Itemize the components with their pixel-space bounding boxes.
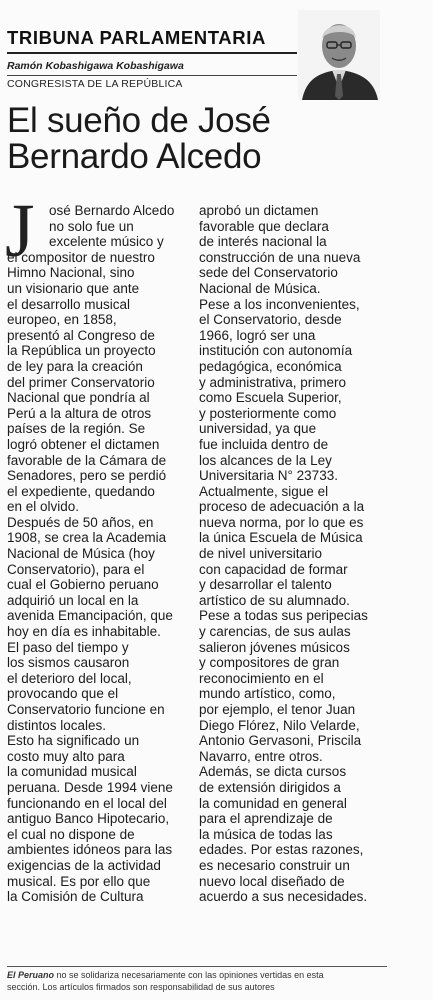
text-line: Universitaria N° 23733. [199, 468, 338, 484]
text-line: y carencias, de sus aulas [199, 624, 351, 640]
header-divider [7, 75, 297, 76]
text-line: nueva norma, por lo que es [199, 514, 364, 530]
text-line: pedagógica, económica [199, 358, 342, 374]
text-line: Nacional que pondría al [7, 390, 150, 406]
text-line: los sismos causaron [7, 655, 130, 671]
text-line: salieron jóvenes músicos [199, 639, 350, 655]
text-line: y administrativa, primero [199, 374, 347, 390]
text-line: el desarrollo musical [7, 296, 131, 312]
text-line: hoy en día es inhabitable. [7, 624, 161, 640]
text-line: como Escuela Superior, [199, 390, 342, 406]
header-rule [7, 52, 297, 54]
text-line: el Conservatorio, desde [199, 312, 342, 328]
text-line: artístico de su alumnado. [199, 592, 350, 608]
text-line: avenida Emancipación, que [7, 608, 173, 624]
headline-line: El sueño de José [7, 101, 271, 140]
text-line: Conservatorio funcione en [7, 702, 165, 717]
text-line: para el aprendizaje de [199, 811, 333, 827]
text-line: Esto ha significado un [7, 733, 140, 749]
author-role: CONGRESISTA DE LA REPÚBLICA [7, 78, 183, 90]
text-line: acuerdo a sus necesidades. [199, 889, 368, 905]
text-line: peruana. Desde 1994 viene [7, 779, 173, 795]
text-line: por ejemplo, el tenor Juan [199, 702, 356, 717]
text-line: la Comisión de Cultura [7, 889, 144, 905]
text-line: de interés nacional la [199, 234, 327, 250]
text-line: distintos locales. [7, 717, 107, 733]
author-name: Ramón Kobashigawa Kobashigawa [7, 60, 184, 72]
text-line: construcción de una nueva [199, 249, 361, 265]
drop-cap: J [5, 189, 35, 273]
text-line: ambientes idóneos para las [7, 842, 173, 858]
text-line: musical. Es por ello que [7, 873, 151, 889]
text-line: el expediente, quedando [7, 483, 155, 499]
text-line: de nivel universitario [199, 546, 323, 562]
text-line: provocando que el [7, 686, 119, 702]
text-line: del primer Conservatorio [7, 374, 155, 390]
text-line: la única Escuela de Música [199, 530, 363, 546]
headline-line: Bernardo Alcedo [7, 137, 262, 176]
text-line: la música de todas las [199, 826, 333, 842]
text-line: no solo fue un [49, 218, 134, 234]
text-line: cual el Gobierno peruano [7, 577, 159, 593]
text-line: El paso del tiempo y [7, 639, 129, 655]
text-line: Pese a los inconvenientes, [199, 296, 360, 312]
text-line: europeo, en 1858, [7, 312, 117, 328]
text-line: funcionando en el local del [7, 795, 167, 811]
text-line: países de la región. Se [7, 421, 146, 437]
section-title: TRIBUNA PARLAMENTARIA [7, 27, 266, 48]
text-line: en el olvido. [7, 499, 80, 515]
text-line: Nacional de Música (hoy [7, 546, 155, 562]
text-line: Antonio Gervasoni, Priscila [199, 733, 362, 749]
text-line: la comunidad en general [199, 795, 347, 811]
text-line: el deterioro del local, [7, 670, 132, 686]
text-line: Pese a todas sus peripecias [199, 608, 368, 624]
text-line: Himno Nacional, sino [7, 265, 135, 281]
article-column-left [7, 203, 195, 905]
text-line: Nacional de Música. [199, 280, 321, 296]
text-line: es necesario construir un [199, 857, 350, 873]
text-line: con capacidad de formar [199, 561, 348, 577]
disclaimer-text: no se solidariza necesariamente con las opiniones vertidas en esta [54, 970, 324, 980]
text-line: los alcances de la Ley [199, 452, 332, 468]
disclaimer [7, 970, 397, 993]
disclaimer-text: sección. Los artículos firmados son responsabilidad de sus autores [7, 981, 275, 992]
text-line: de extensión dirigidos a [199, 779, 341, 795]
text-line: Perú a la altura de otros [7, 405, 152, 421]
text-line: aprobó un dictamen [199, 203, 319, 218]
text-line: un visionario que ante [7, 280, 140, 296]
text-line: institución con autonomía [199, 343, 353, 359]
text-line: el compositor de nuestro [7, 249, 155, 265]
text-line: logró obtener el dictamen [7, 436, 160, 452]
text-line: antiguo Banco Hipotecario, [7, 811, 170, 827]
text-line: edades. Por estas razones, [199, 842, 364, 858]
text-line: Diego Flórez, Nilo Velarde, [199, 717, 360, 733]
text-line: mundo artístico, como, [199, 686, 336, 702]
text-line: nuevo local diseñado de [199, 873, 345, 889]
text-line: excelente músico y [49, 234, 164, 250]
text-line: favorable de la Cámara de [7, 452, 167, 468]
text-line: y compositores de gran [199, 655, 340, 671]
text-line: Además, se dicta cursos [199, 764, 347, 780]
text-line: reconocimiento en el [199, 670, 324, 686]
text-line: favorable que declara [199, 218, 329, 234]
text-line: el cual no dispone de [7, 826, 135, 842]
text-line: Conservatorio), para el [7, 561, 145, 577]
text-line: osé Bernardo Alcedo [49, 203, 175, 218]
text-line: la República un proyecto [7, 343, 156, 359]
text-line: 1908, se crea la Academia [7, 530, 167, 546]
text-line: y desarrollar el talento [199, 577, 332, 593]
text-line: Navarro, entre otros. [199, 748, 323, 764]
article-headline [7, 103, 271, 175]
text-line: Actualmente, sigue el [199, 483, 329, 499]
author-photo [298, 10, 380, 100]
text-line: adquirió un local en la [7, 592, 139, 608]
text-line: Después de 50 años, en [7, 514, 154, 530]
text-line: y posteriormente como [199, 405, 337, 421]
footer-rule [7, 966, 387, 967]
text-line: exigencias de la actividad [7, 857, 161, 873]
disclaimer-brand: El Peruano [7, 970, 55, 980]
text-line: sede del Conservatorio [199, 265, 338, 281]
article-column-right [199, 203, 389, 905]
text-line: la comunidad musical [7, 764, 137, 780]
text-line: fue incluida dentro de [199, 436, 329, 452]
text-line: de ley para la creación [7, 358, 143, 374]
text-line: 1966, logró ser una [199, 327, 316, 343]
text-line: proceso de adecuación a la [199, 499, 365, 515]
text-line: universidad, ya que [199, 421, 317, 437]
text-line: Senadores, pero se perdió [7, 468, 167, 484]
text-line: costo muy alto para [7, 748, 125, 764]
text-line: presentó al Congreso de [7, 327, 155, 343]
